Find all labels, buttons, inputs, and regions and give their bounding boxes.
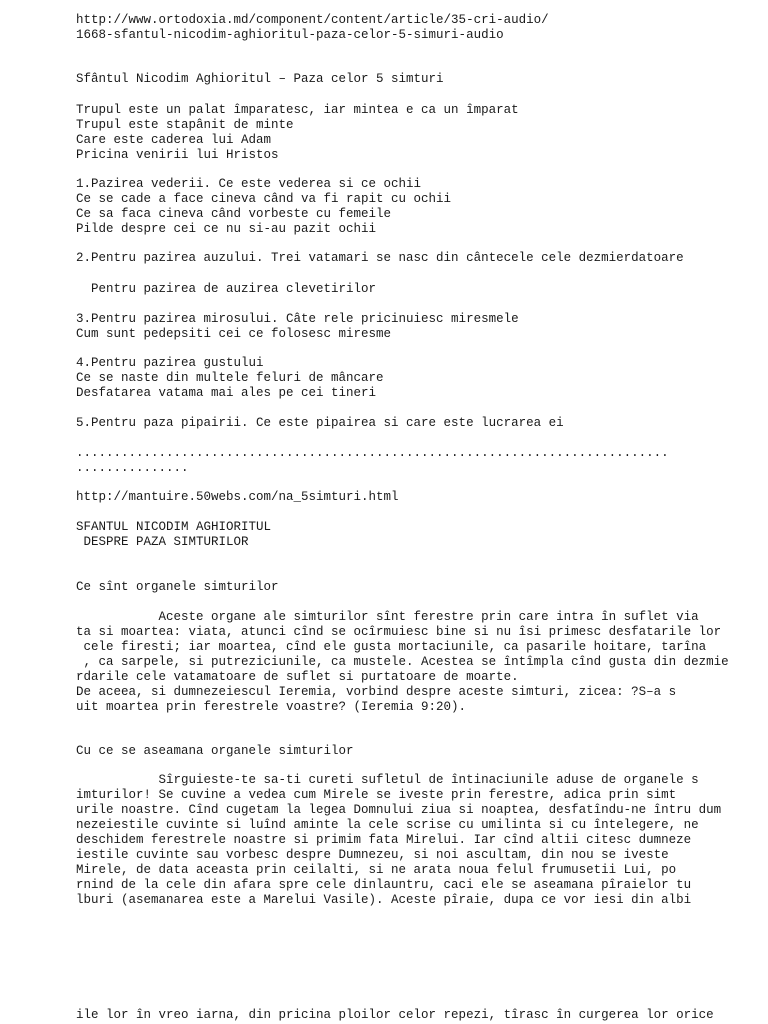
- section-heading-4: 4.Pentru pazirea gustului: [76, 356, 264, 370]
- text-line: Ce se cade a face cineva când va fi rapit cu ochii: [76, 192, 452, 206]
- subheading-resemblance: Cu ce se aseamana organele simturilor: [76, 744, 354, 758]
- paragraph-line: urile noastre. Cînd cugetam la legea Domnului ziua si noaptea, desfatîndu-ne întru dum: [76, 803, 722, 817]
- paragraph-line: ta si moartea: viata, atunci cînd se ocîrmuiesc bine si nu îsi primesc desfatarile lor: [76, 625, 722, 639]
- second-title: SFANTUL NICODIM AGHIORITUL: [76, 520, 272, 534]
- paragraph-line: rdarile cele vatamatoare de suflet si purtatoare de moarte.: [76, 670, 519, 684]
- text-line: Pricina venirii lui Hristos: [76, 148, 279, 162]
- paragraph-line: Aceste organe ale simturilor sînt ferestre prin care intra în suflet via: [76, 610, 699, 624]
- source-url-1-part-1: http://www.ortodoxia.md/component/content/article/35-cri-audio/: [76, 13, 549, 27]
- paragraph-line: cele firesti; iar moartea, cînd ele gusta mortaciunile, ca pasarile hoitare, tarîna: [76, 640, 707, 654]
- section-heading-3: 3.Pentru pazirea mirosului. Câte rele pricinuiesc miresmele: [76, 312, 519, 326]
- text-line: Ce se naste din multele feluri de mâncare: [76, 371, 384, 385]
- text-line: Desfatarea vatama mai ales pe cei tineri: [76, 386, 377, 400]
- section-heading-5: 5.Pentru paza pipairii. Ce este pipairea si care este lucrarea ei: [76, 416, 564, 430]
- text-line: Trupul este un palat împaratesc, iar mintea e ca un împarat: [76, 103, 519, 117]
- document-title: Sfântul Nicodim Aghioritul – Paza celor 5 simturi: [76, 72, 444, 86]
- second-subtitle: DESPRE PAZA SIMTURILOR: [76, 535, 249, 549]
- paragraph-line: De aceea, si dumnezeiescul Ieremia, vorbind despre aceste simturi, zicea: ?S–a s: [76, 685, 677, 699]
- text-line: Pentru pazirea de auzirea clevetirilor: [76, 282, 377, 296]
- dotted-separator: ...............: [76, 461, 189, 475]
- section-heading-1: 1.Pazirea vederii. Ce este vederea si ce ochii: [76, 177, 422, 191]
- text-line: Care este caderea lui Adam: [76, 133, 272, 147]
- paragraph-line: Mirele, de data aceasta prin ceilalti, si ne arata noua felul frumusetii Lui, po: [76, 863, 677, 877]
- source-url-1-part-2: 1668-sfantul-nicodim-aghioritul-paza-celor-5-simuri-audio: [76, 28, 504, 42]
- paragraph-line: deschidem ferestrele noastre si primim fata Mirelui. Iar cînd altii citesc dumneze: [76, 833, 692, 847]
- paragraph-line: , ca sarpele, si putreziciunile, ca mustele. Acestea se întîmpla cînd gusta din dezmie: [76, 655, 729, 669]
- paragraph-line: imturilor! Se cuvine a vedea cum Mirele se iveste prin ferestre, adica prin simt: [76, 788, 677, 802]
- paragraph-line: rnind de la cele din afara spre cele dinlauntru, caci ele se aseamana pîraielor tu: [76, 878, 692, 892]
- subheading-organs: Ce sînt organele simturilor: [76, 580, 279, 594]
- section-heading-2: 2.Pentru pazirea auzului. Trei vatamari se nasc din cântecele cele dezmierdatoare: [76, 251, 684, 265]
- paragraph-line: lburi (asemanarea este a Marelui Vasile). Aceste pîraie, dupa ce vor iesi din albi: [76, 893, 692, 907]
- paragraph-line: uit moartea prin ferestrele voastre? (Ieremia 9:20).: [76, 700, 467, 714]
- text-line: Pilde despre cei ce nu si-au pazit ochii: [76, 222, 377, 236]
- source-url-2: http://mantuire.50webs.com/na_5simturi.html: [76, 490, 399, 504]
- text-line: Cum sunt pedepsiti cei ce folosesc miresme: [76, 327, 392, 341]
- paragraph-line: Sîrguieste-te sa-ti cureti sufletul de întinaciunile aduse de organele s: [76, 773, 699, 787]
- text-line: Ce sa faca cineva când vorbeste cu femeile: [76, 207, 392, 221]
- paragraph-line: iestile cuvinte sau vorbesc despre Dumnezeu, si noi ascultam, din nou se iveste: [76, 848, 669, 862]
- dotted-separator: ...............................................................................: [76, 446, 669, 460]
- paragraph-line: ile lor în vreo iarna, din pricina ploilor celor repezi, tîrasc în curgerea lor orice: [76, 1008, 714, 1022]
- paragraph-line: nezeiestile cuvinte si luînd aminte la cele scrise cu umilinta si cu întelegere, ne: [76, 818, 699, 832]
- text-line: Trupul este stapânit de minte: [76, 118, 294, 132]
